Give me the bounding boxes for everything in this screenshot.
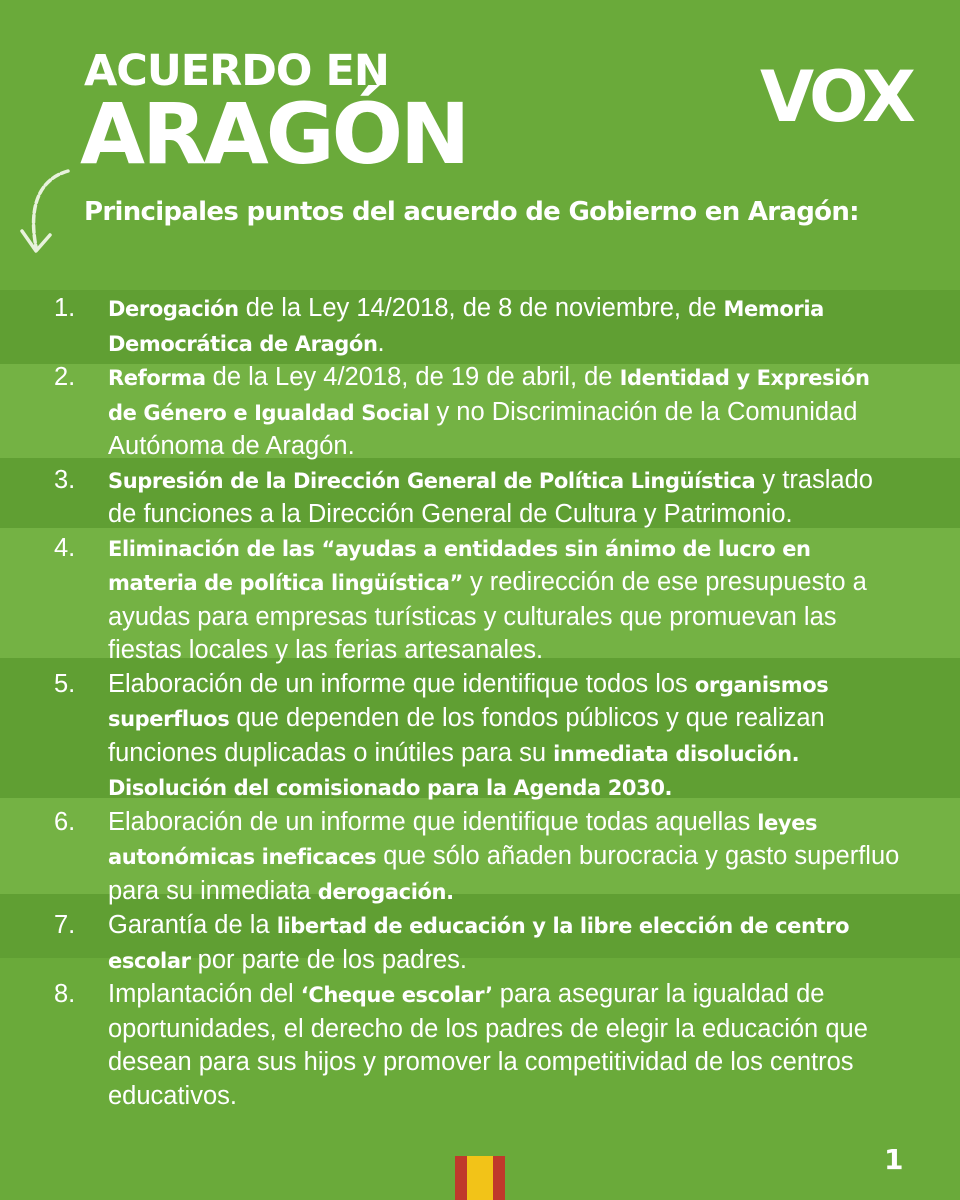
point-text: y traslado de funciones a la Dirección General de Cultura y Patrimonio.	[108, 465, 873, 528]
point-text-bold: Memoria Democrática de Aragón	[108, 297, 824, 356]
subtitle: Principales puntos del acuerdo de Gobierno en Aragón:	[84, 197, 859, 227]
title-line-1: ACUERDO EN	[84, 46, 389, 96]
point-text: y redirección de ese presupuesto a ayudas para empresas turísticas y culturales que promuevan las fiestas locales y las ferias artesanales.	[108, 568, 867, 664]
agreement-points-list	[0, 292, 960, 1113]
page-number: 1	[884, 1143, 904, 1176]
title-line-2: ARAGÓN	[80, 85, 468, 183]
point-number: 8.	[54, 980, 76, 1008]
point-text: Garantía de la	[108, 911, 277, 939]
point-text-bold: libertad de educación y la libre elección de centro escolar	[108, 914, 850, 973]
curved-arrow-down-icon	[10, 165, 80, 265]
agreement-point-2	[0, 361, 960, 464]
point-text: que dependen de los fondos públicos y que realizan funciones duplicadas o inútiles para su	[108, 704, 825, 767]
point-text-bold: organismos superfluos	[108, 672, 829, 731]
point-text-bold: Identidad y Expresión de Género e Igualdad Social	[108, 366, 870, 425]
point-number: 6.	[54, 807, 76, 836]
point-text-bold: derogación.	[317, 879, 454, 904]
point-text: Elaboración de un informe que identifique todos los	[108, 669, 695, 698]
agreement-point-5	[0, 668, 960, 806]
point-text: y no Discriminación de la Comunidad Autónoma de Aragón.	[108, 397, 858, 460]
point-text: Implantación del	[108, 980, 301, 1008]
agreement-point-4	[0, 532, 960, 668]
point-text: que sólo añaden burocracia y gasto superfluo para su inmediata	[108, 842, 900, 905]
point-number: 5.	[54, 669, 76, 698]
point-text: para asegurar la igualdad de oportunidades, el derecho de los padres de elegir la educación que desean para sus hijos y promover la competitividad de los centros educativos.	[108, 980, 868, 1110]
point-text: por parte de los padres.	[190, 945, 467, 974]
point-text-bold: leyes autonómicas ineficaces	[108, 810, 818, 869]
point-number: 4.	[54, 533, 76, 562]
vox-logo: VOX	[760, 56, 912, 138]
point-text-bold: ‘Cheque escolar’	[300, 983, 493, 1007]
point-number: 2.	[54, 363, 76, 391]
point-text: de la Ley 4/2018, de 19 de abril, de	[205, 363, 620, 391]
point-text-bold: Derogación	[108, 297, 239, 321]
agreement-point-6	[0, 806, 960, 910]
agreement-point-8	[0, 978, 960, 1113]
agreement-point-1	[0, 292, 960, 361]
point-number: 3.	[54, 465, 76, 494]
point-text-bold: Supresión de la Dirección General de Política Lingüística	[108, 468, 756, 493]
agreement-point-3	[0, 464, 960, 532]
point-text: .	[377, 328, 385, 357]
point-text-bold: Eliminación de las “ayudas a entidades sin ánimo de lucro en materia de política lingüística”	[108, 536, 811, 595]
point-number: 1.	[54, 294, 76, 322]
point-number: 7.	[54, 911, 76, 939]
agreement-point-7	[0, 909, 960, 978]
point-text-bold: inmediata disolución. Disolución del comisionado para la Agenda 2030.	[108, 741, 800, 800]
point-text: Elaboración de un informe que identifique todas aquellas	[108, 807, 758, 836]
point-text-bold: Reforma	[108, 366, 206, 390]
spain-flag-icon	[455, 1156, 505, 1200]
point-text: de la Ley 14/2018, de 8 de noviembre, de	[238, 294, 724, 322]
